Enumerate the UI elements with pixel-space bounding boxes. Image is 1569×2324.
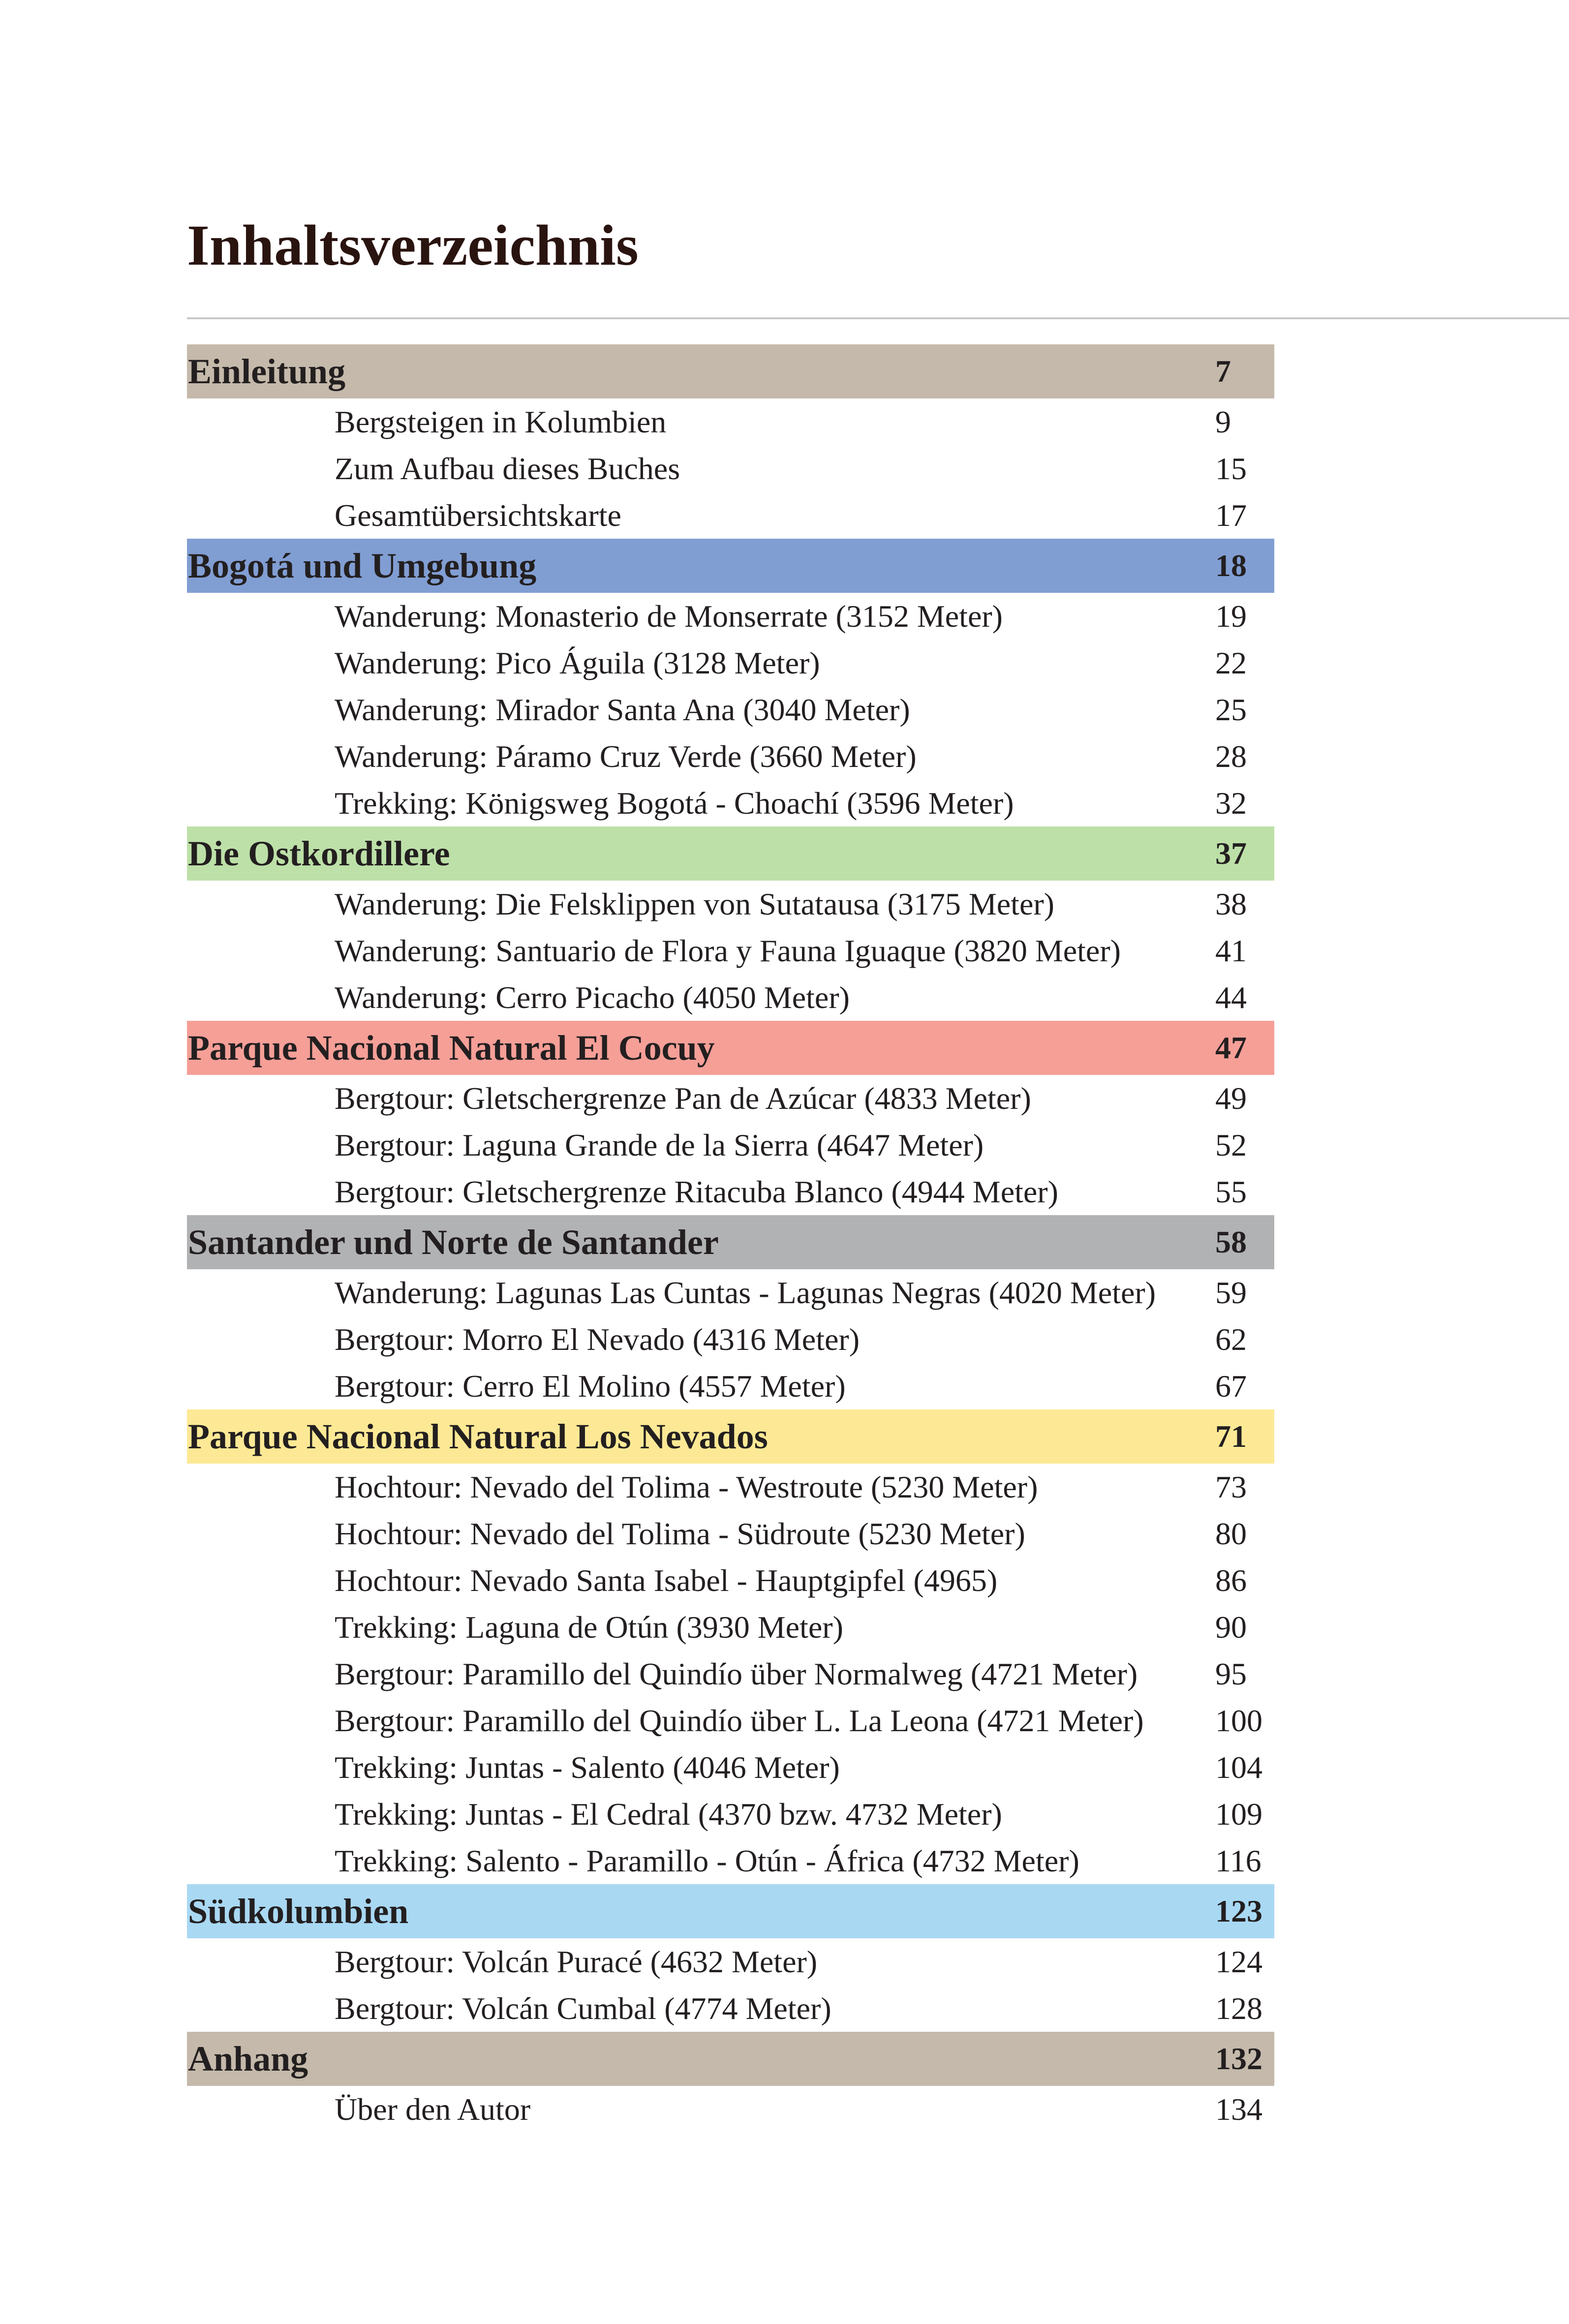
- entry-page-number: 73: [1215, 1469, 1247, 1504]
- toc-entry[interactable]: [187, 2086, 1274, 2133]
- toc-entry[interactable]: [187, 1464, 1274, 1510]
- entry-page-number: 100: [1215, 1703, 1262, 1738]
- section-title: Parque Nacional Natural El Cocuy: [188, 1028, 715, 1068]
- toc-entry[interactable]: [187, 640, 1274, 686]
- toc-entry[interactable]: [187, 445, 1274, 492]
- toc-entry[interactable]: [187, 1075, 1274, 1122]
- toc-entry[interactable]: [187, 1168, 1274, 1215]
- toc-entry[interactable]: [187, 398, 1274, 445]
- entry-title: Wanderung: Cerro Picacho (4050 Meter): [335, 979, 850, 1015]
- toc-section-header[interactable]: [187, 539, 1274, 593]
- entry-page-number: 38: [1215, 886, 1247, 921]
- title-divider: [187, 317, 1569, 319]
- toc-entry[interactable]: [187, 593, 1274, 640]
- entry-page-number: 59: [1215, 1275, 1247, 1310]
- entry-page-number: 9: [1215, 404, 1231, 439]
- entry-title: Wanderung: Santuario de Flora y Fauna Iguaque (3820 Meter): [335, 933, 1121, 968]
- entry-page-number: 52: [1215, 1127, 1247, 1162]
- section-page-number: 7: [1215, 354, 1231, 389]
- entry-page-number: 80: [1215, 1516, 1247, 1551]
- toc-entry[interactable]: [187, 1744, 1274, 1791]
- toc-entry[interactable]: [187, 780, 1274, 826]
- table-of-contents: [187, 344, 1274, 2133]
- entry-title: Gesamtübersichtskarte: [335, 497, 621, 533]
- entry-title: Hochtour: Nevado Santa Isabel - Hauptgipfel (4965): [335, 1562, 998, 1598]
- section-title: Santander und Norte de Santander: [188, 1222, 719, 1262]
- toc-section-header[interactable]: [187, 826, 1274, 881]
- toc-section-header[interactable]: [187, 1884, 1274, 1938]
- section-title: Anhang: [188, 2039, 308, 2079]
- entry-page-number: 19: [1215, 598, 1247, 634]
- entry-page-number: 109: [1215, 1796, 1262, 1832]
- entry-title: Bergtour: Morro El Nevado (4316 Meter): [335, 1321, 860, 1357]
- toc-entry[interactable]: [187, 733, 1274, 780]
- entry-title: Bergsteigen in Kolumbien: [335, 404, 667, 439]
- entry-page-number: 28: [1215, 738, 1247, 774]
- toc-entry[interactable]: [187, 881, 1274, 927]
- section-page-number: 58: [1215, 1224, 1247, 1259]
- entry-title: Wanderung: Monasterio de Monserrate (3152 Meter): [335, 598, 1003, 634]
- entry-title: Zum Aufbau dieses Buches: [335, 451, 680, 486]
- entry-title: Bergtour: Volcán Puracé (4632 Meter): [335, 1944, 818, 1979]
- entry-page-number: 134: [1215, 2091, 1262, 2127]
- section-page-number: 123: [1215, 1894, 1262, 1928]
- section-page-number: 71: [1215, 1419, 1247, 1454]
- toc-entry[interactable]: [187, 1938, 1274, 1985]
- entry-title: Wanderung: Páramo Cruz Verde (3660 Meter): [335, 738, 917, 774]
- entry-title: Bergtour: Gletschergrenze Pan de Azúcar (4833 Meter): [335, 1080, 1031, 1116]
- entry-title: Wanderung: Pico Águila (3128 Meter): [335, 645, 820, 680]
- entry-title: Bergtour: Laguna Grande de la Sierra (4647 Meter): [335, 1127, 984, 1162]
- entry-title: Bergtour: Cerro El Molino (4557 Meter): [335, 1368, 846, 1404]
- entry-page-number: 49: [1215, 1080, 1247, 1116]
- entry-title: Wanderung: Die Felsklippen von Sutatausa (3175 Meter): [335, 886, 1054, 921]
- entry-page-number: 95: [1215, 1656, 1247, 1691]
- entry-page-number: 90: [1215, 1609, 1247, 1645]
- toc-entry[interactable]: [187, 1269, 1274, 1316]
- toc-entry[interactable]: [187, 1604, 1274, 1651]
- toc-entry[interactable]: [187, 1510, 1274, 1557]
- entry-page-number: 124: [1215, 1944, 1262, 1979]
- entry-title: Trekking: Juntas - El Cedral (4370 bzw. 4732 Meter): [335, 1796, 1002, 1832]
- entry-page-number: 62: [1215, 1321, 1247, 1357]
- entry-title: Hochtour: Nevado del Tolima - Westroute (5230 Meter): [335, 1469, 1038, 1504]
- entry-title: Wanderung: Lagunas Las Cuntas - Lagunas Negras (4020 Meter): [335, 1275, 1156, 1310]
- section-title: Parque Nacional Natural Los Nevados: [188, 1416, 768, 1456]
- entry-page-number: 22: [1215, 645, 1247, 680]
- entry-page-number: 104: [1215, 1749, 1262, 1785]
- section-title: Südkolumbien: [188, 1891, 409, 1931]
- section-title: Die Ostkordillere: [188, 833, 450, 873]
- toc-entry[interactable]: [187, 1122, 1274, 1168]
- entry-title: Bergtour: Paramillo del Quindío über Normalweg (4721 Meter): [335, 1656, 1138, 1691]
- entry-page-number: 128: [1215, 1990, 1262, 2026]
- toc-entry[interactable]: [187, 1651, 1274, 1697]
- toc-entry[interactable]: [187, 1837, 1274, 1884]
- entry-title: Bergtour: Paramillo del Quindío über L. La Leona (4721 Meter): [335, 1703, 1144, 1738]
- toc-section-header[interactable]: [187, 1021, 1274, 1075]
- section-title: Einleitung: [188, 351, 346, 391]
- toc-entry[interactable]: [187, 1985, 1274, 2032]
- toc-entry[interactable]: [187, 492, 1274, 539]
- entry-page-number: 15: [1215, 451, 1247, 486]
- entry-page-number: 32: [1215, 785, 1247, 821]
- toc-section-header[interactable]: [187, 1215, 1274, 1269]
- toc-section-header[interactable]: [187, 344, 1274, 398]
- entry-page-number: 41: [1215, 933, 1247, 968]
- section-page-number: 132: [1215, 2041, 1262, 2076]
- entry-title: Trekking: Salento - Paramillo - Otún - África (4732 Meter): [335, 1843, 1079, 1878]
- section-page-number: 47: [1215, 1030, 1247, 1065]
- toc-entry[interactable]: [187, 1697, 1274, 1744]
- page-title: Inhaltsverzeichnis: [187, 213, 639, 277]
- entry-title: Wanderung: Mirador Santa Ana (3040 Meter): [335, 692, 910, 727]
- entry-page-number: 86: [1215, 1562, 1247, 1598]
- toc-entry[interactable]: [187, 686, 1274, 733]
- toc-entry[interactable]: [187, 1557, 1274, 1604]
- toc-section-header[interactable]: [187, 1409, 1274, 1464]
- entry-page-number: 116: [1215, 1843, 1261, 1878]
- toc-entry[interactable]: [187, 1363, 1274, 1409]
- entry-title: Hochtour: Nevado del Tolima - Südroute (5230 Meter): [335, 1516, 1025, 1551]
- toc-entry[interactable]: [187, 927, 1274, 974]
- entry-page-number: 25: [1215, 692, 1247, 727]
- entry-page-number: 17: [1215, 497, 1247, 533]
- entry-title: Trekking: Königsweg Bogotá - Choachí (3596 Meter): [335, 785, 1014, 821]
- entry-title: Bergtour: Volcán Cumbal (4774 Meter): [335, 1990, 831, 2026]
- entry-title: Über den Autor: [335, 2091, 531, 2127]
- entry-page-number: 67: [1215, 1368, 1247, 1404]
- toc-entry[interactable]: [187, 1316, 1274, 1363]
- section-title: Bogotá und Umgebung: [188, 546, 537, 585]
- entry-page-number: 44: [1215, 979, 1247, 1015]
- entry-title: Trekking: Juntas - Salento (4046 Meter): [335, 1749, 840, 1785]
- section-page-number: 18: [1215, 548, 1247, 583]
- toc-entry[interactable]: [187, 1791, 1274, 1837]
- entry-title: Trekking: Laguna de Otún (3930 Meter): [335, 1609, 843, 1645]
- toc-entry[interactable]: [187, 974, 1274, 1021]
- section-page-number: 37: [1215, 836, 1247, 871]
- toc-section-header[interactable]: [187, 2032, 1274, 2086]
- entry-title: Bergtour: Gletschergrenze Ritacuba Blanco (4944 Meter): [335, 1174, 1058, 1209]
- entry-page-number: 55: [1215, 1174, 1247, 1209]
